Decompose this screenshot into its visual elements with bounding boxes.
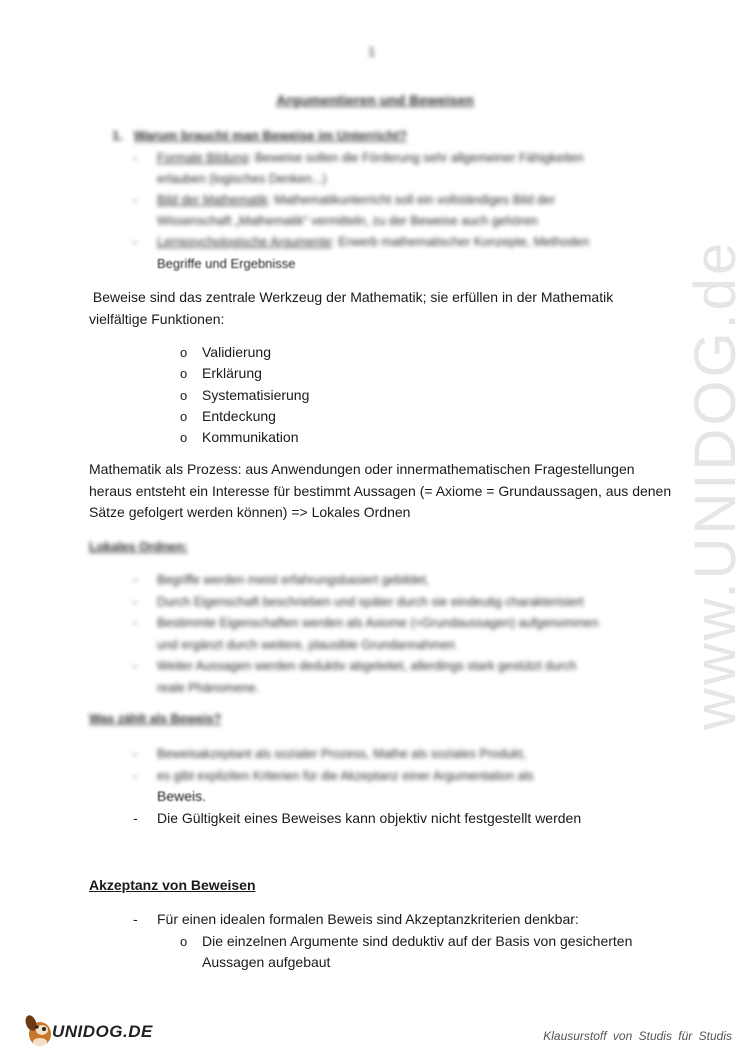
reason-text: : Erwerb mathematischer Konzepte, Methoden <box>331 235 590 249</box>
page-number: 1 <box>368 44 376 59</box>
dash-bullet: - <box>133 151 138 165</box>
lokales-item <box>133 570 657 592</box>
beweis-list <box>133 744 677 787</box>
beweis-text: es gibt expliziten Kriterien für die Akzeptanz einer Argumentation als <box>157 768 534 783</box>
intro-line: Beweise sind das zentrale Werkzeug der Mathematik; sie erfüllen in der Mathematik <box>89 289 614 305</box>
intro-line: vielfältige Funktionen: <box>89 310 225 327</box>
page-title: Argumentieren und Beweisen <box>276 92 474 108</box>
reason-item <box>133 190 589 211</box>
lokales-text: Durch Eigenschaft beschrieben und später durch sie eindeutig charakterisiert <box>157 594 584 609</box>
reason-term: Bild der Mathematik <box>157 193 268 207</box>
reason-text: : Beweise sollen die Förderung sehr allgemeiner Fähigkeiten <box>248 151 584 165</box>
dash-bullet: - <box>133 911 138 927</box>
process-line: Mathematik als Prozess: aus Anwendungen oder innermathematischen Fragestellungen <box>89 461 635 477</box>
reason-text: : Mathematikunterricht soll ein vollständiges Bild der <box>267 193 556 207</box>
dash-bullet: - <box>133 193 138 207</box>
function-item: o Erklärung <box>180 363 309 384</box>
akzeptanz-heading: Akzeptanz von Beweisen <box>89 877 256 893</box>
lokales-cont: und ergänzt durch weitere, plausible Grundannahmen <box>157 637 456 652</box>
lokales-list <box>133 570 657 699</box>
lokales-item <box>133 656 657 678</box>
akzeptanz-text: Für einen idealen formalen Beweis sind Akzeptanzkriterien denkbar: <box>157 911 579 927</box>
dash-bullet: - <box>133 747 138 761</box>
lokales-cont: reale Phänomene. <box>157 680 260 695</box>
beweis-heading: Was zählt als Beweis? <box>89 712 222 726</box>
lokales-item <box>133 592 657 614</box>
lokales-item <box>133 613 657 635</box>
reason-item <box>133 148 589 169</box>
lokales-heading: Lokales Ordnen: <box>89 540 188 554</box>
section-heading-1 <box>112 128 407 143</box>
dash-bullet: - <box>133 768 138 783</box>
reason-term: Formale Bildung <box>157 151 249 165</box>
beweis-item <box>133 744 677 766</box>
dash-bullet: - <box>133 235 138 249</box>
lokales-text: Weiter Aussagen werden deduktiv abgeleitet, allerdings stark gestützt durch <box>157 659 577 673</box>
reason-cont: erlauben (logisches Denken...) <box>157 172 327 186</box>
intro-paragraph <box>89 287 689 330</box>
beweis-text: Die Gültigkeit eines Beweises kann objektiv nicht festgestellt werden <box>157 810 582 826</box>
reason-cont: Begriffe und Ergebnisse <box>157 256 296 271</box>
dash-bullet: - <box>133 573 138 587</box>
lokales-text: Bestimmte Eigenschaften werden als Axiome (=Grundaussagen) aufgenommen <box>157 616 599 630</box>
function-item: o Systematisierung <box>180 385 309 406</box>
section-heading-text: Warum braucht man Beweise im Unterricht? <box>133 128 407 143</box>
reason-list <box>133 148 590 274</box>
beweis-item-clear <box>133 808 582 830</box>
function-item: o Kommunikation <box>180 427 309 448</box>
akzeptanz-item <box>133 909 579 931</box>
beweis-text: Beweisakzeptant als sozialer Prozess, Mathe als soziales Produkt, <box>157 747 526 761</box>
function-item: o Entdeckung <box>180 406 309 427</box>
function-item: o Validierung <box>180 342 309 363</box>
akzeptanz-subitem-cont: Aussagen aufgebaut <box>202 954 331 971</box>
akzeptanz-subitem: o Die einzelnen Argumente sind deduktiv auf der Basis von gesicherten <box>180 931 632 952</box>
dash-bullet: - <box>133 616 138 630</box>
footer-slogan: Klausurstoff von Studis für Studis <box>543 1029 732 1043</box>
watermark: www.UNIDOG.de <box>683 239 748 730</box>
unidog-logo <box>20 1010 160 1052</box>
reason-cont: Wissenschaft „Mathematik“ vermitteln, zu der Beweise auch gehören <box>157 214 538 228</box>
reason-term: Lernpsychologische Argumente <box>157 235 332 249</box>
functions-list <box>180 342 309 448</box>
process-line: Sätze gefolgert werden können) => Lokales Ordnen <box>89 504 411 520</box>
dash-bullet: - <box>133 810 138 826</box>
dash-bullet: - <box>133 594 138 609</box>
beweis-cont: Beweis. <box>157 788 207 804</box>
logo-text: UNIDOG.DE <box>52 1022 153 1041</box>
process-line: heraus entsteht ein Interesse für bestimmt Aussagen (= Axiome = Grundaussagen, aus denen <box>89 482 672 499</box>
dash-bullet: - <box>133 659 138 673</box>
reason-item <box>133 232 590 253</box>
beweis-item <box>133 766 677 788</box>
lokales-text: Begriffe werden meist erfahrungsbasiert gebildet, <box>157 573 430 587</box>
akzeptanz-sublist <box>180 931 632 974</box>
section-number: 1. <box>112 128 123 143</box>
process-paragraph <box>89 459 709 524</box>
